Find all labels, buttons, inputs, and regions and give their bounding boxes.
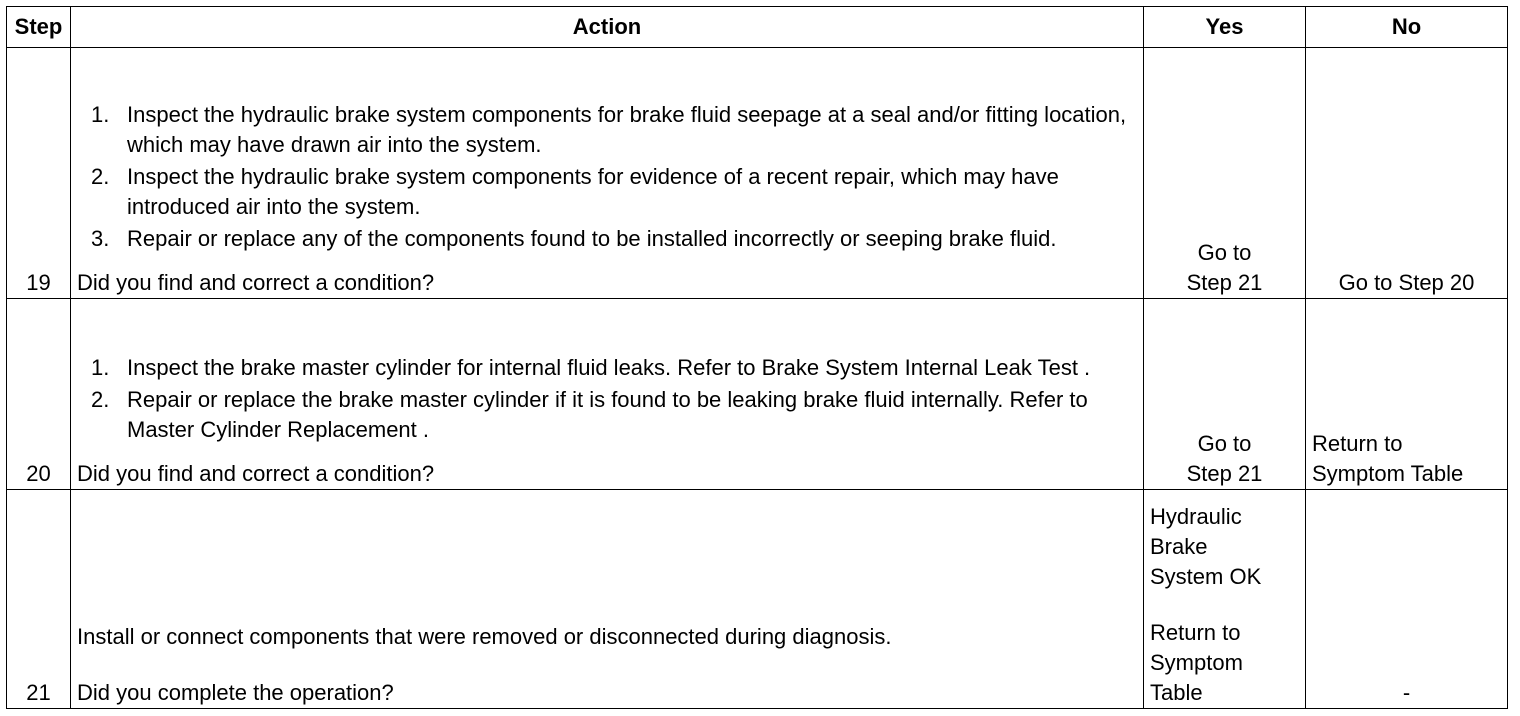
action-step (77, 353, 1137, 383)
step-index: 2. (91, 387, 110, 412)
action-cell (71, 490, 1144, 709)
step-text: Repair or replace any of the components found to be installed incorrectly or seeping brake fluid. (127, 226, 1057, 251)
yes-line: Symptom (1150, 650, 1243, 675)
step-text: Inspect the hydraulic brake system components for evidence of a recent repair, which may have introduced air into the system. (127, 164, 1059, 219)
header-step: Step (7, 7, 71, 48)
table-row (7, 48, 1508, 299)
no-line: - (1402, 680, 1411, 705)
yes-line: Table (1150, 680, 1203, 705)
step-text: Repair or replace the brake master cylinder if it is found to be leaking brake fluid internally. Refer to Master Cylinder Replacement . (127, 387, 1088, 442)
no-line: Return to (1312, 431, 1403, 456)
action-step (77, 224, 1137, 254)
no-cell (1306, 490, 1508, 709)
header-action: Action (71, 7, 1144, 48)
step-text: Inspect the brake master cylinder for internal fluid leaks. Refer to Brake System Internal Leak Test . (127, 355, 1091, 380)
step-index: 1. (91, 355, 110, 380)
step-number: 20 (7, 299, 71, 490)
no-cell (1306, 48, 1508, 299)
yes-line: Step 21 (1186, 461, 1263, 486)
action-question: Did you find and correct a condition? (77, 461, 435, 486)
yes-line: Step 21 (1186, 270, 1263, 295)
action-text: Install or connect components that were removed or disconnected during diagnosis. (77, 624, 892, 649)
action-steps (77, 100, 1137, 254)
header-yes: Yes (1144, 7, 1306, 48)
yes-line: Hydraulic (1150, 504, 1242, 529)
table-row (7, 299, 1508, 490)
yes-line: Go to (1197, 431, 1252, 456)
yes-cell (1144, 48, 1306, 299)
header-row (7, 7, 1508, 48)
yes-cell (1144, 490, 1306, 709)
step-index: 1. (91, 102, 110, 127)
spacer (1150, 592, 1299, 618)
step-index: 3. (91, 226, 110, 251)
table-row (7, 490, 1508, 709)
no-cell (1306, 299, 1508, 490)
step-text: Inspect the hydraulic brake system components for brake fluid seepage at a seal and/or fitting location, which may have drawn air into the system. (127, 102, 1127, 157)
yes-line: Go to (1197, 240, 1252, 265)
yes-cell (1144, 299, 1306, 490)
step-number: 19 (7, 48, 71, 299)
action-step (77, 385, 1137, 445)
step-index: 2. (91, 164, 110, 189)
no-line: Go to Step 20 (1338, 270, 1475, 295)
action-cell (71, 299, 1144, 490)
diagnostic-table (6, 6, 1508, 709)
no-line: Symptom Table (1312, 461, 1464, 486)
action-question: Did you complete the operation? (77, 680, 394, 705)
header-no: No (1306, 7, 1508, 48)
action-question: Did you find and correct a condition? (77, 270, 435, 295)
step-number: 21 (7, 490, 71, 709)
action-cell (71, 48, 1144, 299)
yes-line: System OK (1150, 564, 1262, 589)
yes-line: Brake (1150, 534, 1208, 559)
action-step (77, 162, 1137, 222)
yes-line: Return to (1150, 620, 1241, 645)
action-step (77, 100, 1137, 160)
action-steps (77, 353, 1137, 445)
